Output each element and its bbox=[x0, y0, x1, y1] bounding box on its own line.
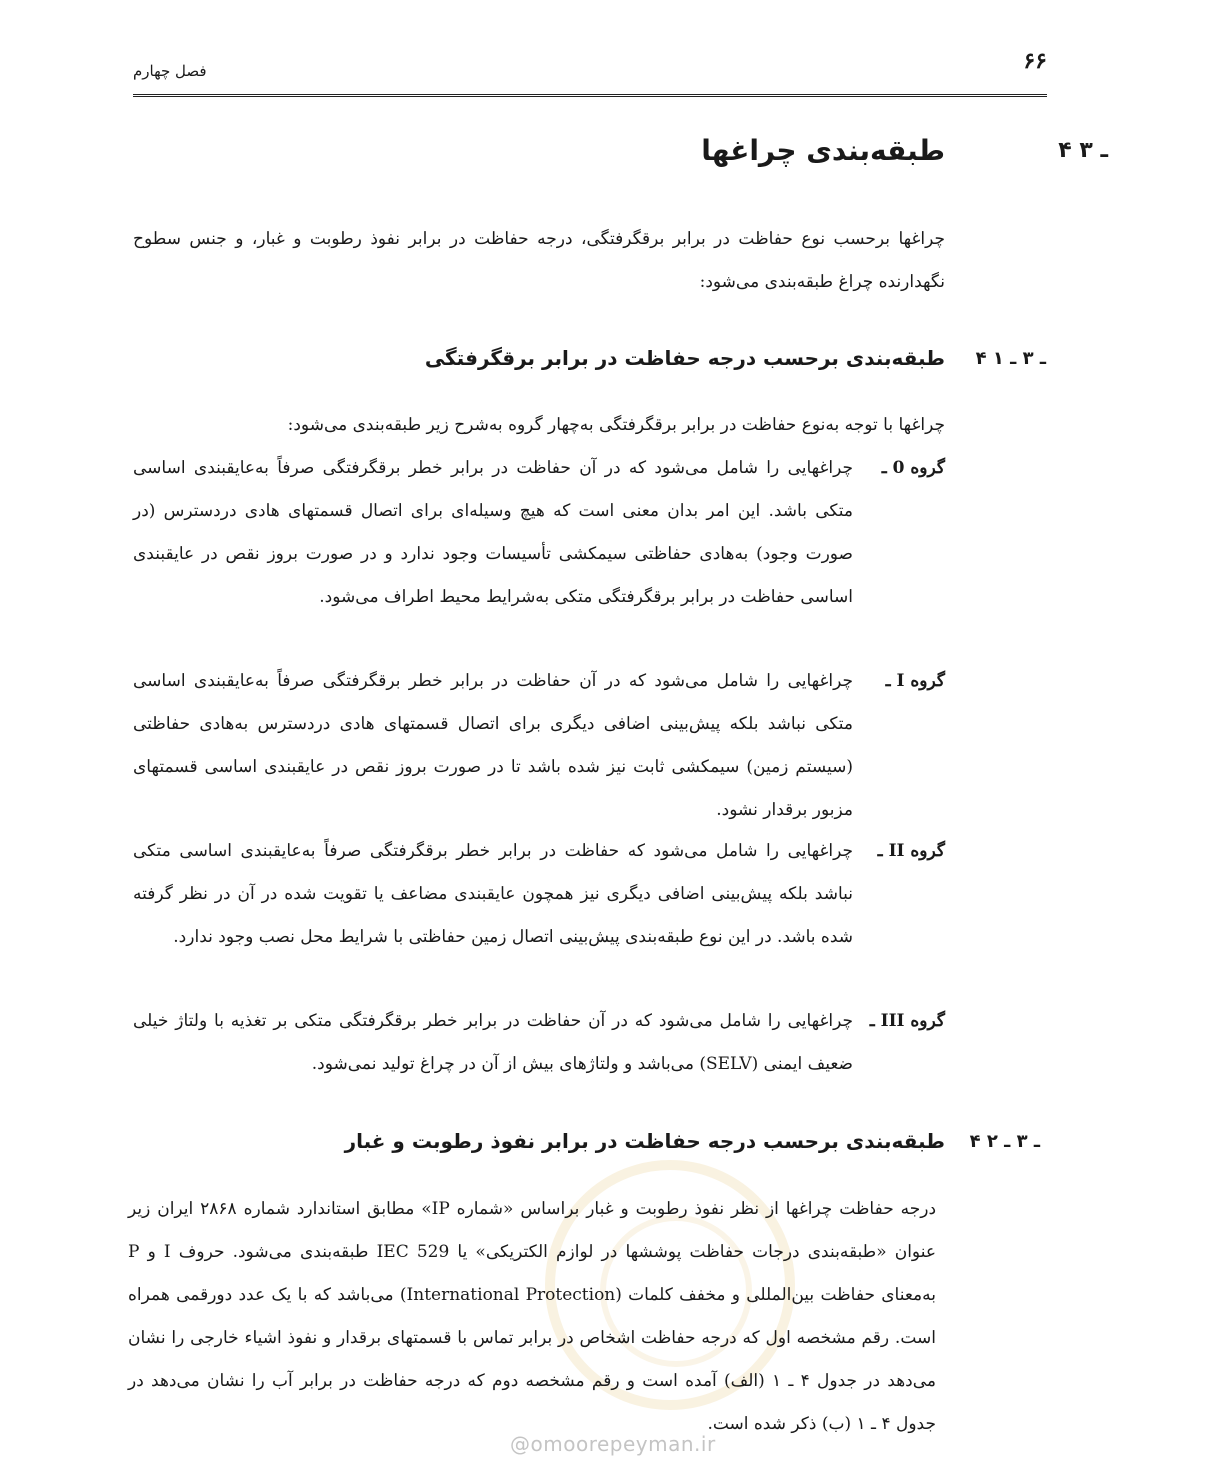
subsection-1-title: طبقه‌بندی برحسب درجه حفاظت در برابر برقگرفتگی bbox=[424, 346, 945, 370]
subsection-2-body: درجه حفاظت چراغها از نظر نفوذ رطوبت و غبار براساس «شماره IP» مطابق استاندارد شماره ۲۸۶۸ ایران زیر عنوان «طبقه‌بندی درجات حفاظت پوششها در لوازم الکتریکی» یا IEC 529 طبقه‌بندی می‌شود. حروف I و P به‌معنای حفاظت بین‌المللی و مخفف کلمات (International Protection) می‌باشد که با یک عدد دورقمی همراه است. رقم مشخصه اول که درجه حفاظت اشخاص در برابر تماس با قسمتهای برقدار و نفوذ اشیاء خارجی را نشان می‌دهد در جدول ۴ ـ ۱ (الف) آمده است و رقم مشخصه دوم که درجه حفاظت در برابر آب را نشان می‌دهد در جدول ۴ ـ ۱ (ب) ذکر شده است. bbox=[128, 1199, 937, 1434]
subsection-1-intro: چراغها با توجه به‌نوع حفاظت در برابر برقگرفتگی به‌چهار گروه به‌شرح زیر طبقه‌بندی می‌شود: bbox=[287, 415, 945, 435]
chapter-name: فصل چهارم bbox=[133, 62, 207, 80]
group-1-text: چراغهایی را شامل می‌شود که در آن حفاظت در برابر خطر برقگرفتگی صرفاً به‌عایقبندی اساسی متکی نباشد بلکه پیش‌بینی اضافی دیگری برای اتصال قسمتهای هادی دردسترس به‌هادی حفاظتی (سیستم زمین) سیمکشی ثابت نیز شده باشد تا در صورت بروز نقص در عایقبندی اساسی قسمتهای مزبور برقدار نشود. bbox=[133, 671, 853, 820]
group-1-block bbox=[133, 660, 945, 832]
watermark-url: @omoorepeyman.ir bbox=[510, 1432, 716, 1456]
group-0-label: گروه 0 ـ bbox=[881, 458, 945, 478]
group-1-label: گروه I ـ bbox=[885, 671, 945, 691]
group-2-text: چراغهایی را شامل می‌شود که حفاظت در برابر خطر برقگرفتگی صرفاً به‌عایقبندی اساسی متکی نباشد بلکه پیش‌بینی اضافی دیگری نیز همچون عایقبندی مضاعف یا تقویت شده در آن در نظر گرفته شده باشد. در این نوع طبقه‌بندی پیش‌بینی اتصال زمین حفاظتی با شرایط محل نصب وجود ندارد. bbox=[133, 841, 853, 947]
group-0-block bbox=[133, 447, 945, 619]
group-3-text: چراغهایی را شامل می‌شود که در آن حفاظت در برابر خطر برقگرفتگی متکی بر تغذیه با ولتاژ خیلی ضعیف ایمنی (SELV) می‌باشد و ولتاژهای بیش از آن در چراغ تولید نمی‌شود. bbox=[133, 1011, 853, 1074]
subsection-2-title: طبقه‌بندی برحسب درجه حفاظت در برابر نفوذ رطوبت و غبار bbox=[344, 1129, 945, 1153]
section-title: طبقه‌بندی چراغها bbox=[701, 134, 945, 167]
group-2-block bbox=[133, 830, 945, 959]
section-intro: چراغها برحسب نوع حفاظت در برابر برقگرفتگی، درجه حفاظت در برابر نفوذ رطوبت و غبار، و جنس سطوح نگهدارنده چراغ طبقه‌بندی می‌شود: bbox=[133, 229, 945, 292]
subsection-1-number: ۴ ـ ۳ ـ ۱ bbox=[975, 348, 1046, 369]
subsection-2-number: ۴ ـ ۳ ـ ۲ bbox=[969, 1131, 1040, 1152]
group-3-label: گروه III ـ bbox=[869, 1011, 945, 1031]
group-0-text: چراغهایی را شامل می‌شود که در آن حفاظت در برابر خطر برقگرفتگی صرفاً به‌عایقبندی اساسی متکی باشد. این امر بدان معنی است که هیچ وسیله‌ای برای اتصال قسمتهای هادی دردسترس (در صورت وجود) به‌هادی حفاظتی سیمکشی تأسیسات وجود ندارد و در صورت بروز نقص در عایقبندی اساسی حفاظت در برابر برقگرفتگی متکی به‌شرایط محیط اطراف می‌شود. bbox=[133, 458, 853, 607]
section-number: ۴ ـ ۳ bbox=[1058, 138, 1108, 163]
running-header bbox=[133, 48, 1047, 97]
page-number: ۶۶ bbox=[1023, 48, 1047, 74]
group-3-block bbox=[133, 1000, 945, 1086]
group-2-label: گروه II ـ bbox=[877, 841, 945, 861]
